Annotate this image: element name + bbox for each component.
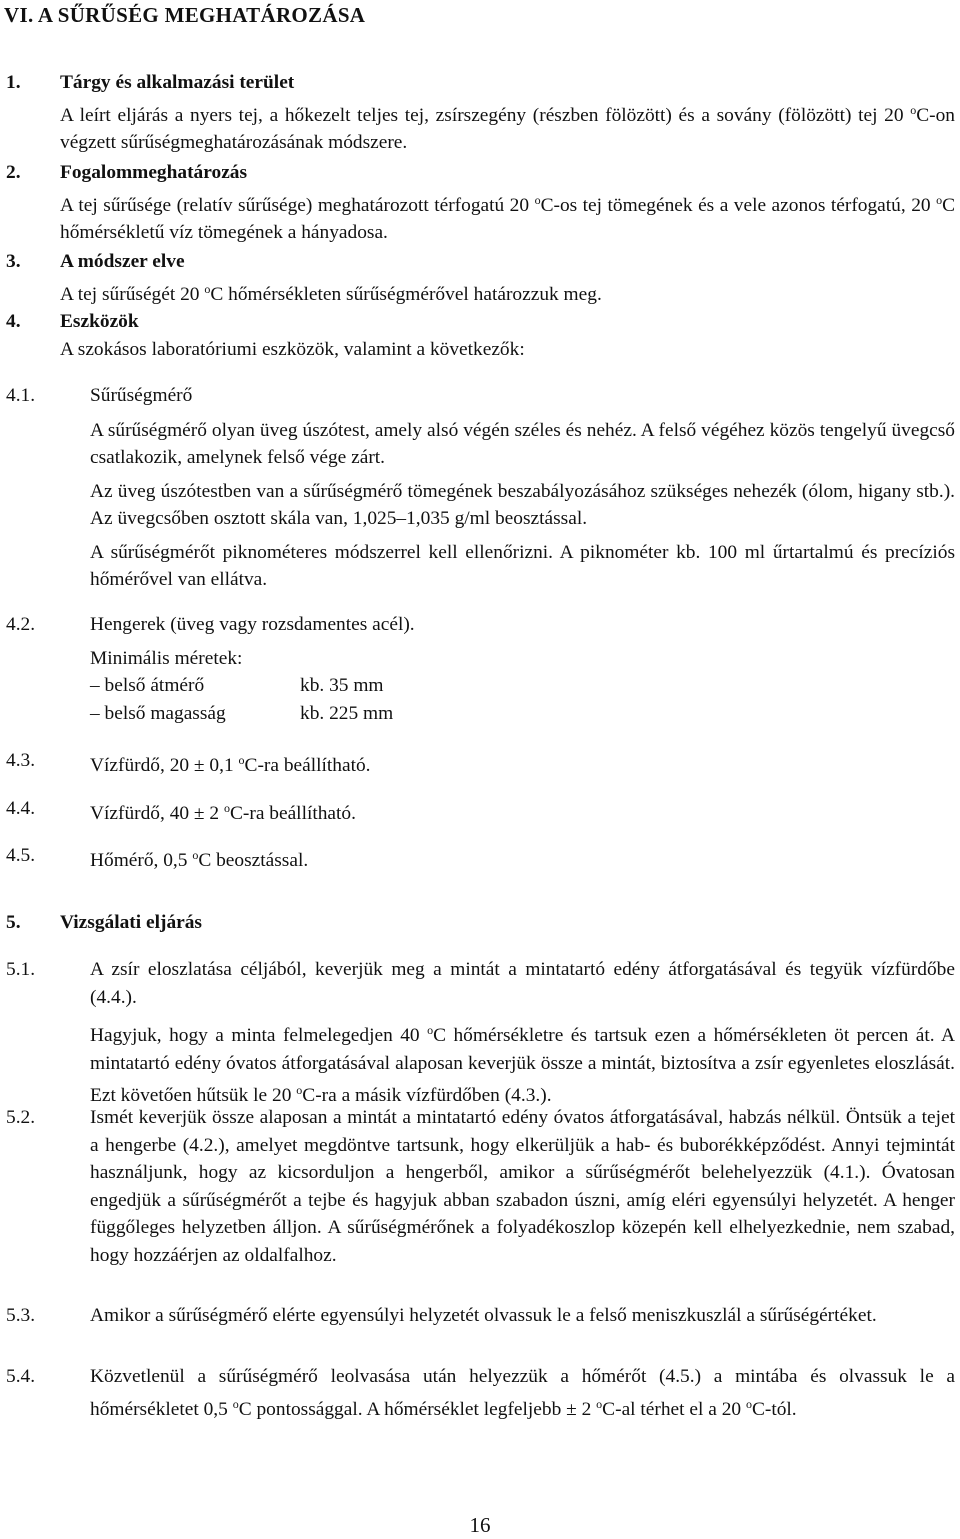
subsection-number: 4.1. bbox=[6, 385, 36, 406]
section-heading: Tárgy és alkalmazási terület bbox=[60, 72, 295, 93]
subsection-number: 5.1. bbox=[6, 959, 36, 980]
subsection-number: 5.2. bbox=[6, 1107, 36, 1128]
dimension-value: kb. 225 mm bbox=[300, 702, 394, 724]
section-heading: Eszközök bbox=[60, 311, 139, 332]
section-3 bbox=[60, 248, 955, 308]
section-4 bbox=[60, 308, 955, 363]
section-number: 2. bbox=[6, 162, 21, 183]
subsection-number: 5.3. bbox=[6, 1305, 36, 1326]
section-heading: Fogalommeghatározás bbox=[60, 162, 248, 183]
section-heading: A módszer elve bbox=[60, 251, 185, 272]
paragraph: A sűrűségmérő olyan üveg úszótest, amely alsó végén széles és nehéz. A felső végéhez közös tengelyű üvegcső csatlakozik, amelynek felső vége zárt. bbox=[90, 419, 955, 468]
paragraph: Közvetlenül a sűrűségmérő leolvasása után helyezzük a hőmérőt (4.5.) a mintába és olvassuk le a hőmérsékletet 0,5 $^o$C pontossággal. A hőmérséklet legfeljebb ± 2 $^o$C-al térhet el a 20 $^o$C-tól. bbox=[90, 1366, 955, 1420]
subsection-number: 4.3. bbox=[6, 750, 36, 771]
page-number: 16 bbox=[469, 1513, 491, 1537]
dimension-label: – belső magasság bbox=[90, 702, 226, 724]
item-text: Vízfürdő, 40 ± 2 $^o$C-ra beállítható. bbox=[90, 801, 356, 824]
item-text: Hengerek (üveg vagy rozsdamentes acél). bbox=[90, 614, 415, 635]
paragraph: Az üveg úszótestben van a sűrűségmérő tömegének beszabályozásához szükséges nehezék (ólom, higany stb.). Az üvegcsőben osztott skála van, 1,025–1,035 g/ml beosztással. bbox=[90, 480, 955, 529]
paragraph: Amikor a sűrűségmérő elérte egyensúlyi helyzetét olvassuk le a felső meniszkuszlál a sűrűségértéket. bbox=[90, 1305, 877, 1326]
section-1 bbox=[60, 69, 955, 157]
degree-sign: o bbox=[910, 102, 917, 117]
list-item bbox=[90, 672, 570, 700]
dimension-value: kb. 35 mm bbox=[300, 675, 384, 696]
subsection-4-1 bbox=[90, 382, 955, 594]
section-heading: Vizsgálati eljárás bbox=[60, 912, 202, 933]
subsection-number: 4.4. bbox=[6, 798, 36, 819]
section-body: A szokásos laboratóriumi eszközök, valamint a következők: bbox=[60, 338, 525, 360]
section-body: A tej sűrűsége (relatív sűrűsége) meghatározott térfogatú 20 $^o$C-os tej tömegének és a vele azonos térfogatú, 20 $^o$C hőmérsékletű víz tömegének a hányadosa. bbox=[60, 192, 955, 243]
section-body: A tej sűrűségét 20 $^o$C hőmérsékleten sűrűségmérővel határozzuk meg. bbox=[60, 281, 602, 305]
subsection-4-2 bbox=[90, 611, 955, 672]
list-item bbox=[90, 700, 570, 728]
subsection-5-1 bbox=[90, 956, 955, 1110]
section-2 bbox=[60, 159, 955, 247]
section-number: 5. bbox=[6, 912, 21, 933]
paragraph: A sűrűségmérőt piknométeres módszerrel kell ellenőrizni. A piknométer kb. 100 ml űrtartalmú és precíziós hőmérővel van ellátva. bbox=[90, 541, 955, 590]
dimension-label: – belső átmérő bbox=[90, 675, 205, 696]
subsection-number: 4.5. bbox=[6, 845, 36, 866]
section-number: 3. bbox=[6, 251, 21, 272]
subsection-number: 5.4. bbox=[6, 1366, 36, 1387]
section-number: 1. bbox=[6, 72, 21, 93]
item-text: Hőmérő, 0,5 $^o$C beosztással. bbox=[90, 848, 309, 871]
page-title: VI. A SŰRŰSÉG MEGHATÁROZÁSA bbox=[4, 3, 366, 27]
item-text: Vízfürdő, 20 ± 0,1 $^o$C-ra beállítható. bbox=[90, 753, 371, 776]
section-number: 4. bbox=[6, 311, 21, 332]
paragraph: Hagyjuk, hogy a minta felmelegedjen 40 $^o$C hőmérsékletre és tartsuk ezen a hőmérsékleten öt percen át. A mintatartó edény óvatos átforgatásával alaposan keverjük össze a mintát, biztosítva a zsír egyenletes eloszlását. Ezt követően hűtsük le 20 $^o$C-ra a másik vízfürdőben (4.3.). bbox=[90, 1023, 955, 1106]
subsection-heading: Sűrűségmérő bbox=[90, 385, 193, 406]
subsection-number: 4.2. bbox=[6, 614, 36, 635]
min-dimensions-label: Minimális méretek: bbox=[90, 647, 243, 669]
dimension-list bbox=[90, 672, 570, 727]
section-body: A leírt eljárás a nyers tej, a hőkezelt teljes tej, zsírszegény (részben fölözött) és a sovány (fölözött) tej 20 $^o$C-on végzett sűrűségmeghatározásának módszere. bbox=[60, 102, 955, 153]
paragraph: A zsír eloszlatása céljából, keverjük meg a mintát a mintatartó edény átforgatásával és tegyük vízfürdőbe (4.4.). bbox=[90, 959, 955, 1008]
paragraph: Ismét keverjük össze alaposan a mintát a mintatartó edény óvatos átforgatásával, habzás nélkül. Öntsük a tejet a hengerbe (4.2.), amelyet megdöntve tartsunk, hogy elkerüljük a hab- és buborékképződést. Annyi tejmintát használjunk, hogy az kicsorduljon a hengerből, amikor a sűrűségmérőt belehelyezzük (4.1.). Óvatosan engedjük a sűrűségmérőt a tejbe és hagyjuk abban szabadon úszni, amíg eléri egyensúlyi helyzetét. A henger függőleges helyzetben álljon. A sűrűségmérőnek a folyadékoszlop közepén kell elhelyezkednie, nem szabad, hogy hozzáérjen az oldalfalhoz. bbox=[90, 1107, 955, 1266]
